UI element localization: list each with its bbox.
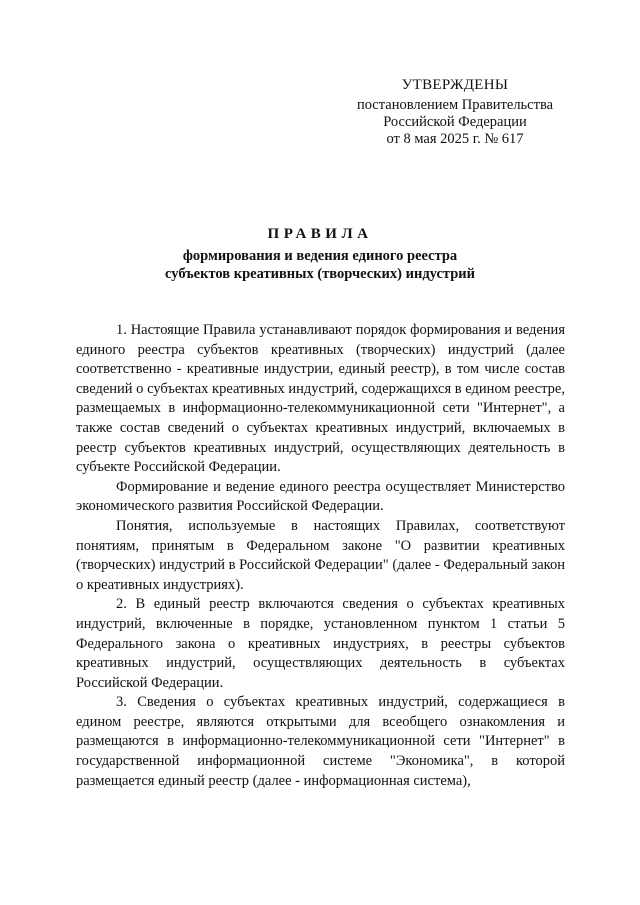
approval-line-2: Российской Федерации: [383, 114, 527, 130]
document-title: ПРАВИЛА: [267, 226, 373, 242]
approval-line-3: от 8 мая 2025 г. № 617: [386, 131, 524, 147]
paragraph-4: 2. В единый реестр включаются сведения о субъектах креативных индустрий, включенные в порядке, установленном пунктом 1 статьи 5 Федерального закона о креативных индустриях, в реестры субъектов креативных индустрий, осуществляющих деятельность в субъектах Российской Федерации.: [76, 596, 565, 691]
document-body: [76, 321, 565, 791]
document-subtitle: [0, 247, 640, 283]
approval-line-1: постановлением Правительства: [356, 97, 554, 113]
subtitle-line-1: формирования и ведения единого реестра: [182, 248, 458, 264]
paragraph-2: Формирование и ведение единого реестра осуществляет Министерство экономического развития Российской Федерации.: [76, 478, 565, 515]
approval-title: УТВЕРЖДЕНЫ: [401, 77, 509, 93]
approval-stamp: [340, 77, 570, 148]
paragraph-3: Понятия, используемые в настоящих Правилах, соответствуют понятиям, принятым в Федеральном законе "О развитии креативных (творческих) индустрий в Российской Федерации" (далее - Федеральный закон о креативных индустриях).: [76, 517, 565, 593]
paragraph-5: 3. Сведения о субъектах креативных индустрий, содержащиеся в едином реестре, являются открытыми для всеобщего ознакомления и размещаются в информационно-телекоммуникационной сети "Интернет" в государственной информационной системе "Экономика", в которой размещается единый реестр (далее - информационная система),: [76, 694, 565, 789]
subtitle-line-2: субъектов креативных (творческих) индустрий: [165, 266, 475, 282]
paragraph-1: 1. Настоящие Правила устанавливают порядок формирования и ведения единого реестра субъектов креативных (творческих) индустрий (далее соответственно - креативные индустрии, единый реестр), в том числе состав сведений о субъектах креативных индустрий, содержащихся в едином реестре, размещаемых в информационно-телекоммуникационной сети "Интернет", а также состав сведений о субъектах креативных индустрий, включаемых в реестр субъектов креативных индустрий, осуществляющих деятельность в субъекте Российской Федерации.: [76, 322, 565, 476]
